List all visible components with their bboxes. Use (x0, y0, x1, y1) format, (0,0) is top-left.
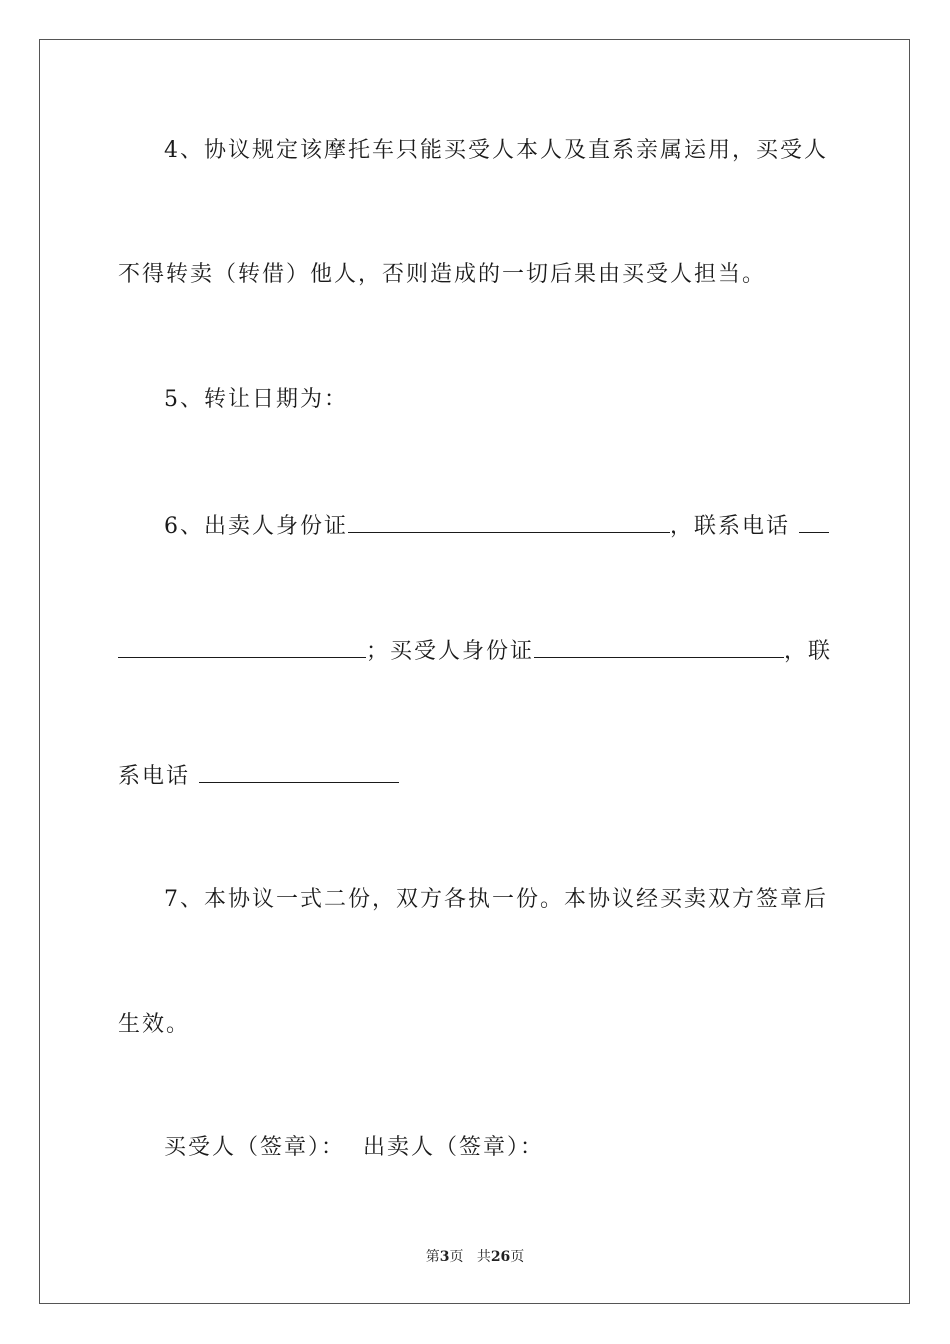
clause-6-line-3 (118, 760, 399, 792)
clause-6-line-2 (118, 635, 832, 667)
seller-id-label: 6、出卖人身份证 (164, 514, 348, 539)
footer-current-page: 3 (439, 1249, 450, 1265)
buyer-phone-blank (199, 760, 399, 783)
page-footer (0, 1246, 950, 1266)
buyer-phone-label-end: 系电话 (118, 764, 199, 789)
clause-4-line-2: 不得转卖（转借）他人，否则造成的一切后果由买受人担当。 (118, 262, 767, 287)
clause-4-line-1: 4、协议规定该摩托车只能买受人本人及直系亲属运用，买受人 (164, 138, 828, 163)
seller-phone-label: ，联系电话 (670, 514, 799, 539)
footer-total-prefix: 共 (476, 1249, 491, 1265)
clause-7-line-2: 生效。 (118, 1012, 191, 1037)
footer-page-suffix: 页 (449, 1249, 464, 1265)
seller-phone-blank-end (118, 635, 366, 658)
footer-page-prefix: 第 (425, 1249, 440, 1265)
clause-5-line-1: 5、转让日期为： (164, 387, 348, 412)
footer-total-pages: 26 (490, 1249, 511, 1265)
clause-6-line-1 (164, 510, 829, 542)
footer-total-suffix: 页 (510, 1249, 525, 1265)
seller-phone-blank-start (799, 510, 829, 533)
seller-id-blank (348, 510, 670, 533)
page-border (39, 39, 910, 1304)
buyer-id-blank (534, 635, 784, 658)
signature-line: 买受人（签章）： 出卖人（签章）： (164, 1135, 544, 1160)
buyer-phone-label-start: ，联 (784, 639, 833, 664)
clause-7-line-1: 7、本协议一式二份，双方各执一份。本协议经买卖双方签章后 (164, 887, 828, 912)
buyer-id-label: ；买受人身份证 (366, 639, 535, 664)
